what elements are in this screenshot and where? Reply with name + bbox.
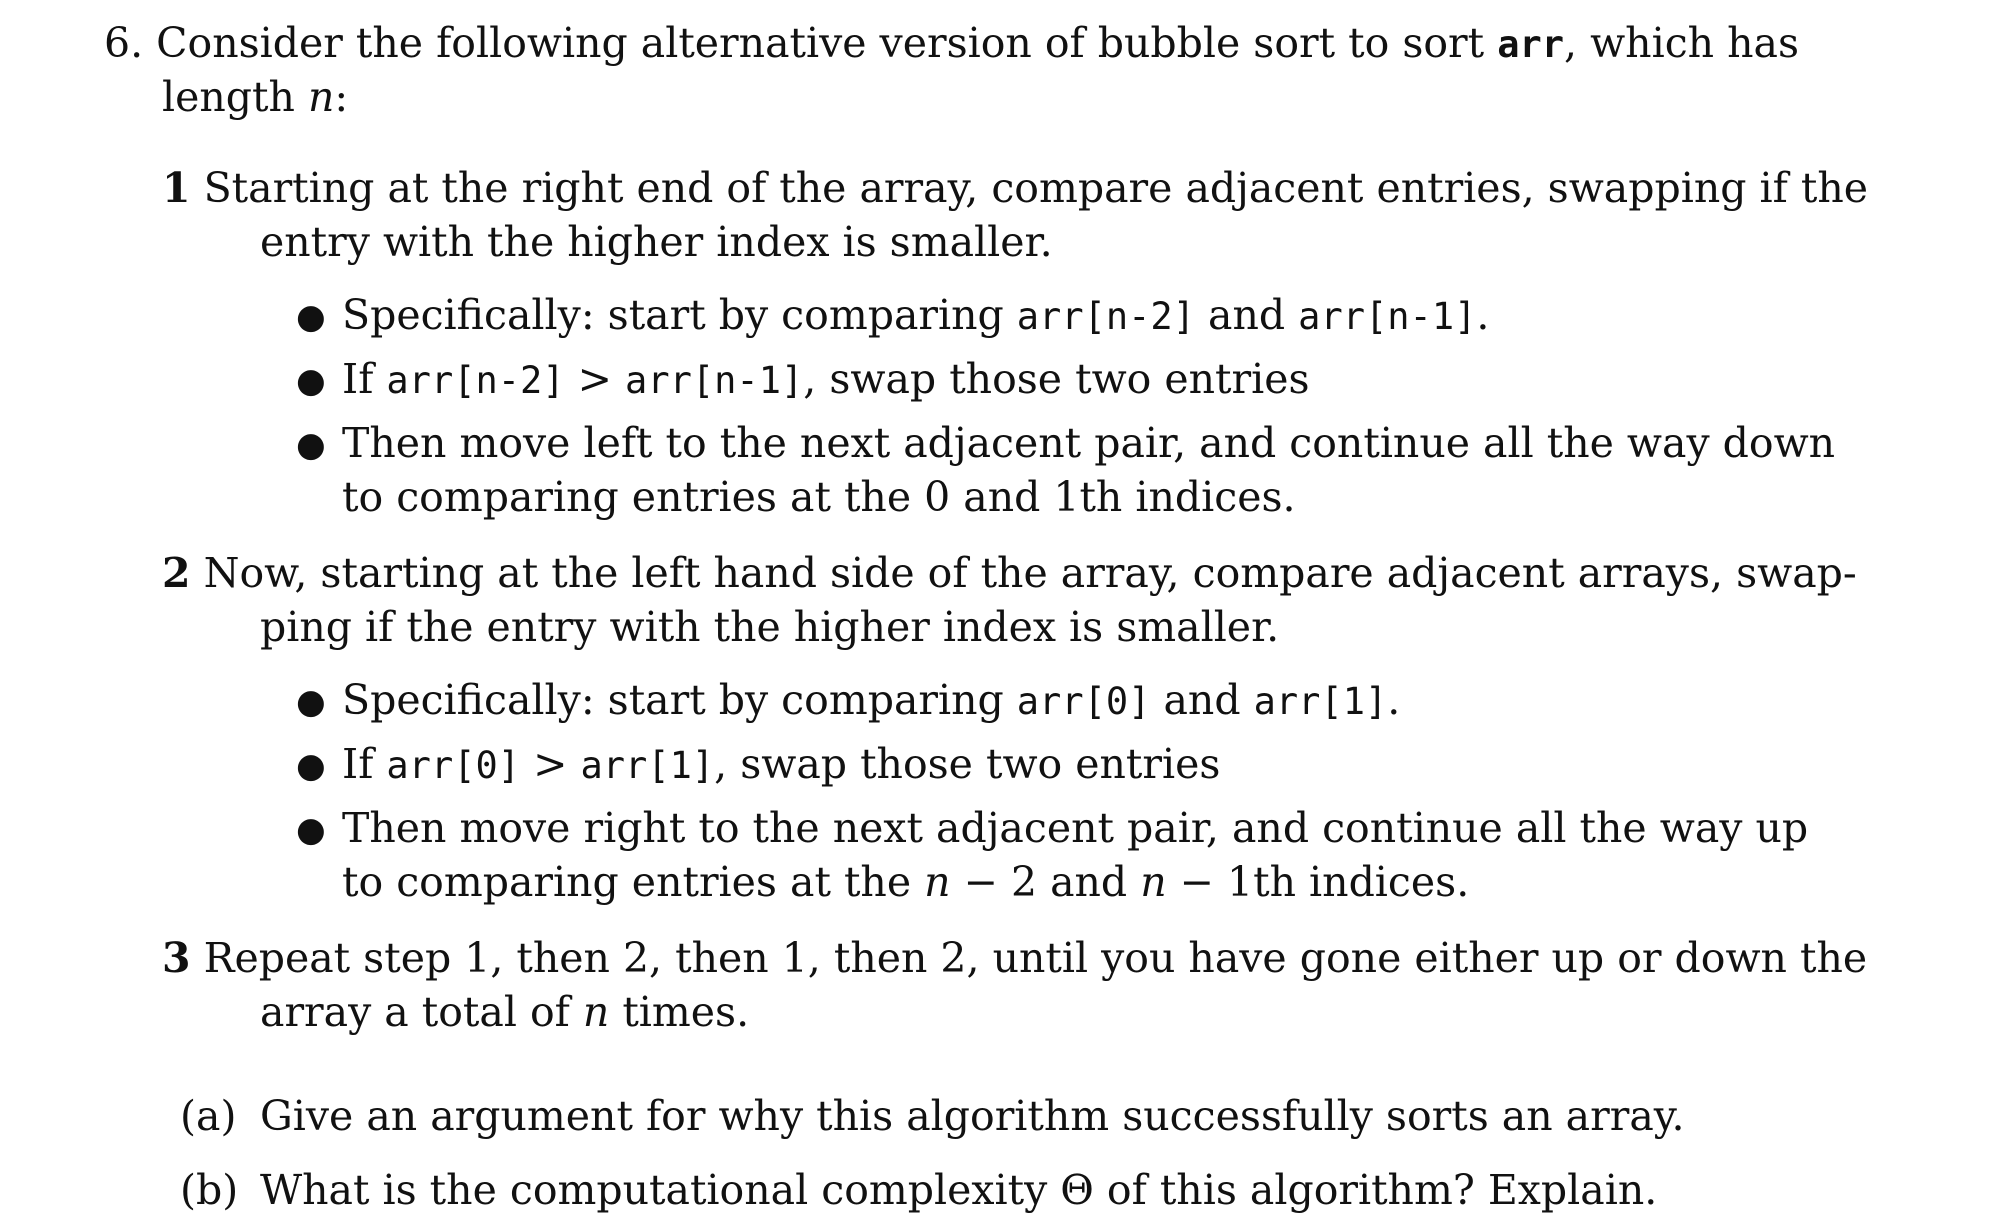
step-1-line-1: 1 Starting at the right end of the array, compare adjacent entries, swapping if the bbox=[162, 164, 1869, 212]
var-n: n bbox=[924, 858, 951, 906]
step-1-line-2: entry with the higher index is smaller. bbox=[260, 218, 1053, 266]
step-2-bullet-3-line-1: Then move right to the next adjacent pair, and continue all the way up bbox=[342, 804, 1809, 852]
bullet-icon: ● bbox=[296, 810, 326, 850]
step-number: 3 bbox=[162, 934, 191, 982]
var-n: n bbox=[582, 988, 610, 1036]
bullet-icon: ● bbox=[296, 361, 326, 401]
part-b-text: What is the computational complexity Θ of this algorithm? Explain. bbox=[260, 1166, 1658, 1214]
step-2-bullet-2: If arr[0] > arr[1], swap those two entries bbox=[342, 740, 1221, 788]
step-1-bullet-3-line-2: to comparing entries at the 0 and 1th indices. bbox=[342, 473, 1296, 521]
step-2-line-2: ping if the entry with the higher index is smaller. bbox=[260, 603, 1280, 651]
part-label: (b) bbox=[180, 1166, 239, 1214]
problem-number: 6. bbox=[104, 19, 144, 67]
part-a bbox=[180, 1089, 236, 1143]
bullet-icon: ● bbox=[296, 746, 326, 786]
part-label: (a) bbox=[180, 1092, 237, 1140]
bullet-icon: ● bbox=[296, 297, 326, 337]
step-1-bullet-3-line-1: Then move left to the next adjacent pair, and continue all the way down bbox=[342, 419, 1836, 467]
step-3-line-1: 3 Repeat step 1, then 2, then 1, then 2, until you have gone either up or down the bbox=[162, 934, 1868, 982]
problem-intro-line-1: 6. Consider the following alternative version of bubble sort to sort arr, which has bbox=[104, 19, 1799, 67]
step-number: 1 bbox=[162, 164, 191, 212]
bullet-icon: ● bbox=[296, 425, 326, 465]
step-2-bullet-1: Specifically: start by comparing arr[0] and arr[1]. bbox=[342, 676, 1401, 724]
var-n: n bbox=[307, 73, 335, 121]
step-2-bullet-3-line-2: to comparing entries at the n − 2 and n − 1th indices. bbox=[342, 858, 1470, 906]
part-b bbox=[180, 1163, 238, 1217]
var-n: n bbox=[1140, 858, 1167, 906]
step-1-bullet-1: Specifically: start by comparing arr[n-2] and arr[n-1]. bbox=[342, 291, 1490, 339]
problem-intro-line-2: length n: bbox=[162, 73, 349, 121]
code-arr: arr bbox=[1497, 23, 1565, 66]
step-1-bullet-2: If arr[n-2] > arr[n-1], swap those two entries bbox=[342, 355, 1310, 403]
step-number: 2 bbox=[162, 549, 191, 597]
bullet-icon: ● bbox=[296, 682, 326, 722]
step-3-line-2: array a total of n times. bbox=[260, 988, 750, 1036]
step-2-line-1: 2 Now, starting at the left hand side of the array, compare adjacent arrays, swap- bbox=[162, 549, 1857, 597]
part-a-text: Give an argument for why this algorithm successfully sorts an array. bbox=[260, 1092, 1685, 1140]
